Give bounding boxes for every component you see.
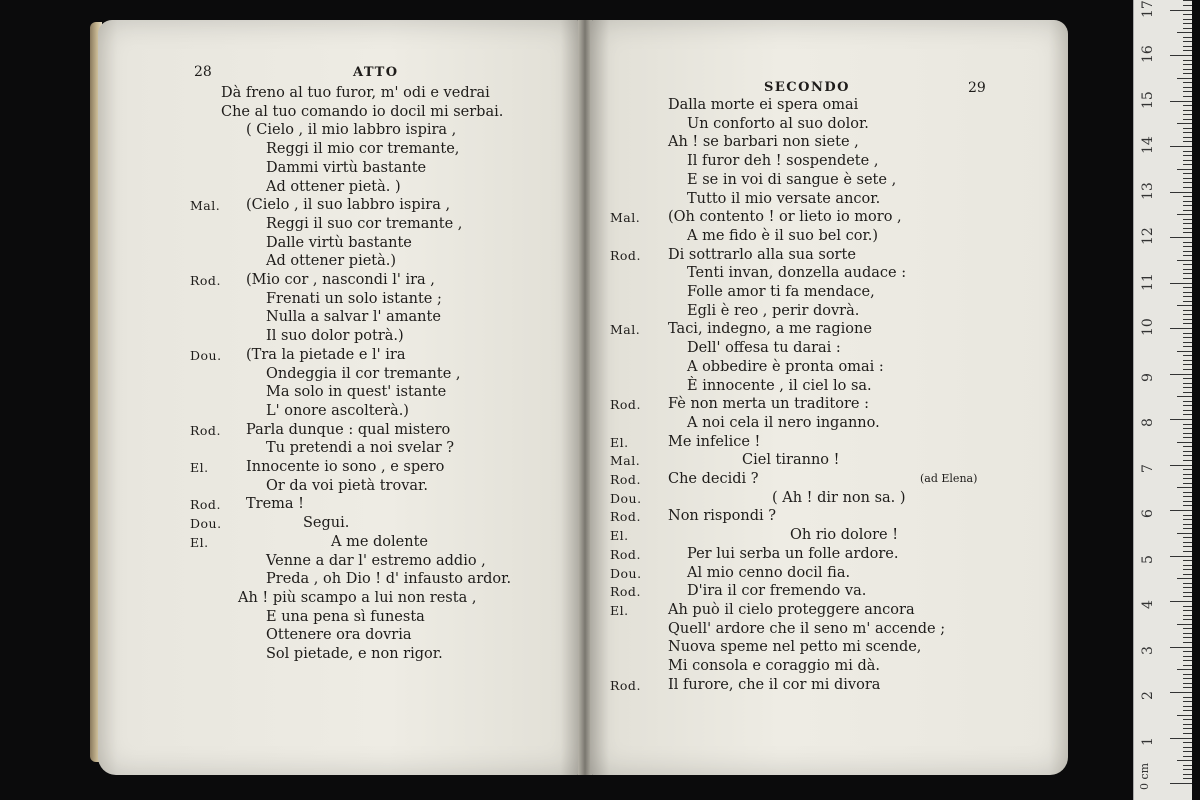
verse-line: Il furor deh ! sospendete , <box>687 153 879 170</box>
ruler-tick <box>1183 651 1192 652</box>
ruler-tick <box>1183 701 1192 702</box>
ruler-number: 16 <box>1140 45 1156 63</box>
ruler-tick <box>1170 55 1192 56</box>
speaker-label: Mal. <box>610 210 641 226</box>
speaker-label: Rod. <box>610 546 641 562</box>
ruler-number: 11 <box>1140 272 1156 291</box>
ruler-tick <box>1170 101 1192 102</box>
ruler-tick <box>1170 237 1192 238</box>
ruler-tick <box>1183 537 1192 538</box>
speaker-label: Rod. <box>610 509 641 525</box>
ruler-tick <box>1183 778 1192 779</box>
verse-line: Trema ! <box>246 496 305 513</box>
verse-line: Tutto il mio versate ancor. <box>687 190 881 207</box>
ruler-tick <box>1183 719 1192 720</box>
ruler-tick <box>1183 524 1192 525</box>
ruler-tick <box>1183 678 1192 679</box>
ruler-tick <box>1183 583 1192 584</box>
ruler-tick <box>1183 596 1192 597</box>
ruler-tick <box>1183 269 1192 270</box>
ruler-tick <box>1177 123 1192 124</box>
ruler-number: 7 <box>1140 463 1156 473</box>
ruler-tick <box>1183 132 1192 133</box>
verse-line: A me dolente <box>331 533 428 550</box>
ruler-number: 12 <box>1140 227 1156 245</box>
ruler-tick <box>1183 378 1192 379</box>
ruler-tick <box>1183 50 1192 51</box>
ruler-tick <box>1183 19 1192 20</box>
ruler-tick <box>1183 492 1192 493</box>
ruler-tick <box>1183 615 1192 616</box>
verse-line: Ma solo in quest' istante <box>266 384 447 401</box>
ruler-number: 1 <box>1140 736 1156 746</box>
verse-line: Mi consola e coraggio mi dà. <box>668 658 881 674</box>
ruler-tick <box>1183 319 1192 320</box>
verse-line: Dell' offesa tu darai : <box>687 340 841 357</box>
speaker-label: Dou. <box>610 565 642 581</box>
ruler-tick <box>1183 505 1192 506</box>
speaker-label: Rod. <box>610 397 641 413</box>
verse-line: (Cielo , il suo labbro ispira , <box>246 197 451 214</box>
ruler-tick <box>1183 542 1192 543</box>
ruler-tick <box>1183 728 1192 729</box>
speaker-label: Dou. <box>190 516 222 532</box>
verse-line: Me infelice ! <box>668 433 761 450</box>
speaker-label: El. <box>610 602 629 618</box>
ruler-tick <box>1183 182 1192 183</box>
ruler-tick <box>1183 637 1192 638</box>
ruler-tick <box>1183 401 1192 402</box>
ruler-tick <box>1183 287 1192 288</box>
ruler-tick <box>1183 433 1192 434</box>
page-number-left: 28 <box>194 64 212 80</box>
verse-line: Or da voi pietà trovar. <box>266 477 428 494</box>
verse-line: Che decidi ? <box>668 471 759 487</box>
ruler-tick <box>1170 738 1192 739</box>
ruler-tick <box>1183 141 1192 142</box>
verse-line: Tu pretendi a noi svelar ? <box>266 440 455 457</box>
ruler-tick <box>1183 96 1192 97</box>
ruler-tick <box>1183 0 1192 1</box>
verse-line: Taci, indegno, a me ragione <box>668 321 872 338</box>
ruler-tick <box>1183 91 1192 92</box>
ruler-tick <box>1183 296 1192 297</box>
speaker-label: Dou. <box>190 347 222 363</box>
ruler-number: 14 <box>1140 136 1156 154</box>
verse-line: (Mio cor , nascondi l' ira , <box>246 272 435 288</box>
page-number-right: 29 <box>968 80 986 96</box>
verse-line: Sol pietade, e non rigor. <box>266 646 443 662</box>
ruler-tick <box>1183 446 1192 447</box>
ruler-tick <box>1183 278 1192 279</box>
ruler-number: 4 <box>1140 600 1156 609</box>
ruler-tick <box>1183 346 1192 347</box>
ruler-tick <box>1183 610 1192 611</box>
verse-line: Un conforto al suo dolor. <box>687 115 869 132</box>
ruler-tick <box>1170 146 1192 147</box>
verse-line: A obbedire è pronta omai : <box>687 358 884 375</box>
ruler-tick <box>1183 383 1192 384</box>
ruler-tick <box>1177 78 1192 79</box>
speaker-label: Rod. <box>190 273 221 288</box>
ruler-tick <box>1183 765 1192 766</box>
ruler-tick <box>1183 251 1192 252</box>
ruler-tick <box>1183 392 1192 393</box>
ruler-tick <box>1183 546 1192 547</box>
ruler-tick <box>1183 574 1192 575</box>
ruler-tick <box>1183 674 1192 675</box>
verse-line: A noi cela il nero inganno. <box>687 414 880 431</box>
ruler-number: 13 <box>1140 181 1156 200</box>
verse-line: Oh rio dolore ! <box>790 527 899 544</box>
ruler-tick <box>1177 169 1192 170</box>
ruler-tick <box>1183 155 1192 156</box>
ruler-tick <box>1170 556 1192 557</box>
ruler-tick <box>1183 342 1192 343</box>
verse-line: D'ira il cor fremendo va. <box>687 583 867 600</box>
verse-line: Segui. <box>303 515 350 532</box>
ruler-tick <box>1183 337 1192 338</box>
speaker-label: Rod. <box>610 584 641 600</box>
ruler-tick <box>1183 246 1192 247</box>
open-book <box>90 12 1075 782</box>
verse-line: È innocente , il ciel lo sa. <box>687 377 872 394</box>
speaker-label: El. <box>610 434 629 450</box>
measuring-ruler <box>1133 0 1192 800</box>
ruler-tick <box>1183 82 1192 83</box>
ruler-tick <box>1170 783 1192 784</box>
ruler-tick <box>1183 292 1192 293</box>
verse-line: Venne a dar l' estremo addio , <box>266 552 486 569</box>
verse-line: Ad ottener pietà.) <box>266 253 397 270</box>
ruler-tick <box>1183 164 1192 165</box>
ruler-tick <box>1183 160 1192 161</box>
verse-line: Ad ottener pietà. ) <box>266 178 401 195</box>
ruler-tick <box>1183 301 1192 302</box>
verse-line: Dà freno al tuo furor, m' odi e vedrai <box>221 85 490 101</box>
ruler-tick <box>1183 151 1192 152</box>
ruler-tick <box>1183 387 1192 388</box>
verse-line: Tenti invan, donzella audace : <box>687 265 907 282</box>
ruler-tick <box>1183 128 1192 129</box>
speaker-label: Rod. <box>610 677 641 693</box>
ruler-tick <box>1183 501 1192 502</box>
verse-line: E una pena sì funesta <box>266 608 425 625</box>
ruler-tick <box>1177 442 1192 443</box>
ruler-number: 17 <box>1140 0 1156 18</box>
ruler-tick <box>1183 64 1192 65</box>
ruler-tick <box>1183 242 1192 243</box>
ruler-tick <box>1183 355 1192 356</box>
verse-line: Quell' ardore che il seno m' accende ; <box>668 620 946 637</box>
ruler-tick <box>1183 496 1192 497</box>
ruler-tick <box>1183 405 1192 406</box>
ruler-tick <box>1183 697 1192 698</box>
ruler-number: 2 <box>1140 691 1156 700</box>
running-header-right: SECONDO <box>764 80 850 95</box>
ruler-tick <box>1177 624 1192 625</box>
verse-line: E se in voi di sangue è sete , <box>687 171 897 188</box>
verse-line: Folle amor ti fa mendace, <box>687 284 875 300</box>
ruler-tick <box>1183 565 1192 566</box>
speaker-label: Dou. <box>610 490 642 506</box>
ruler-tick <box>1183 46 1192 47</box>
ruler-tick <box>1183 178 1192 179</box>
speaker-label: El. <box>190 460 209 475</box>
ruler-tick <box>1177 396 1192 397</box>
ruler-tick <box>1183 478 1192 479</box>
speaker-label: Rod. <box>190 422 221 438</box>
speaker-label: Rod. <box>610 472 641 487</box>
ruler-tick <box>1183 410 1192 411</box>
verse-line: (Oh contento ! or lieto io moro , <box>668 209 902 226</box>
verse-line: ( Ah ! dir non sa. ) <box>772 489 906 506</box>
verse-line: Ah ! più scampo a lui non resta , <box>238 589 477 606</box>
ruler-tick <box>1183 28 1192 29</box>
ruler-tick <box>1183 87 1192 88</box>
ruler-number: 8 <box>1140 418 1156 427</box>
verse-line: A me fido è il suo bel cor.) <box>687 227 879 244</box>
running-header-left: ATTO <box>353 65 399 80</box>
ruler-tick <box>1183 323 1192 324</box>
ruler-tick <box>1183 114 1192 115</box>
ruler-tick <box>1177 32 1192 33</box>
ruler-tick <box>1183 273 1192 274</box>
ruler-tick <box>1183 360 1192 361</box>
ruler-tick <box>1177 715 1192 716</box>
ruler-tick <box>1183 724 1192 725</box>
verse-line: Dammi virtù bastante <box>266 159 427 176</box>
speaker-label: Mal. <box>190 198 221 214</box>
ruler-tick <box>1183 451 1192 452</box>
verse-line: Il furore, che il cor mi divora <box>668 676 881 693</box>
ruler-tick <box>1183 369 1192 370</box>
stage-direction: (ad Elena) <box>920 472 978 485</box>
right-page <box>590 20 1068 775</box>
ruler-tick <box>1183 528 1192 529</box>
ruler-tick <box>1183 656 1192 657</box>
verse-line: Al mio cenno docil fia. <box>687 564 851 581</box>
ruler-tick <box>1183 23 1192 24</box>
ruler-tick <box>1183 687 1192 688</box>
ruler-tick <box>1183 455 1192 456</box>
ruler-tick <box>1183 633 1192 634</box>
ruler-tick <box>1183 219 1192 220</box>
ruler-tick <box>1183 592 1192 593</box>
ruler-tick <box>1170 374 1192 375</box>
ruler-tick <box>1183 110 1192 111</box>
ruler-tick <box>1183 424 1192 425</box>
ruler-tick <box>1183 742 1192 743</box>
ruler-tick <box>1183 551 1192 552</box>
ruler-tick <box>1183 460 1192 461</box>
ruler-tick <box>1183 60 1192 61</box>
verse-line: Ciel tiranno ! <box>742 452 840 469</box>
verse-line: Innocente io sono , e spero <box>246 459 445 475</box>
verse-line: (Tra la pietade e l' ira <box>246 346 406 363</box>
verse-line: L' onore ascolterà.) <box>266 402 409 419</box>
ruler-tick <box>1183 137 1192 138</box>
ruler-tick <box>1183 756 1192 757</box>
verse-line: Che al tuo comando io docil mi serbai. <box>221 103 504 120</box>
ruler-tick <box>1183 5 1192 6</box>
ruler-tick <box>1177 533 1192 534</box>
ruler-tick <box>1183 560 1192 561</box>
verse-line: Preda , oh Dio ! d' infausto ardor. <box>266 571 512 588</box>
ruler-tick <box>1170 328 1192 329</box>
verse-line: Fè non merta un traditore : <box>668 396 869 413</box>
ruler-tick <box>1183 333 1192 334</box>
ruler-tick <box>1183 232 1192 233</box>
ruler-tick <box>1183 469 1192 470</box>
speaker-label: El. <box>610 528 629 544</box>
ruler-tick <box>1183 437 1192 438</box>
ruler-tick <box>1183 264 1192 265</box>
ruler-tick <box>1183 683 1192 684</box>
speaker-label: Rod. <box>610 247 641 263</box>
ruler-tick <box>1183 710 1192 711</box>
speaker-label: Mal. <box>610 322 641 338</box>
ruler-number: 10 <box>1140 318 1156 336</box>
ruler-number: 3 <box>1140 645 1156 655</box>
ruler-tick <box>1183 747 1192 748</box>
ruler-tick <box>1183 69 1192 70</box>
ruler-tick <box>1177 305 1192 306</box>
ruler-tick <box>1183 228 1192 229</box>
ruler-tick <box>1183 201 1192 202</box>
ruler-tick <box>1170 601 1192 602</box>
ruler-tick <box>1183 223 1192 224</box>
verse-line: Per lui serba un folle ardore. <box>687 545 899 562</box>
ruler-tick <box>1170 10 1192 11</box>
ruler-tick <box>1183 665 1192 666</box>
ruler-number: 15 <box>1140 90 1156 109</box>
speaker-label: El. <box>190 534 209 550</box>
ruler-tick <box>1183 414 1192 415</box>
ruler-tick <box>1183 314 1192 315</box>
ruler-tick <box>1177 760 1192 761</box>
ruler-tick <box>1183 569 1192 570</box>
ruler-tick <box>1177 669 1192 670</box>
ruler-tick <box>1170 510 1192 511</box>
verse-line: Il suo dolor potrà.) <box>266 328 404 345</box>
verse-line: Ah può il cielo proteggere ancora <box>668 601 915 618</box>
ruler-tick <box>1183 210 1192 211</box>
ruler-tick <box>1183 515 1192 516</box>
ruler-unit-label: 0 cm <box>1138 762 1151 790</box>
verse-line: Parla dunque : qual mistero <box>246 421 451 438</box>
ruler-number: 5 <box>1140 554 1156 564</box>
ruler-tick <box>1183 587 1192 588</box>
ruler-tick <box>1183 606 1192 607</box>
ruler-tick <box>1183 428 1192 429</box>
ruler-tick <box>1177 578 1192 579</box>
verse-line: Reggi il mio cor tremante, <box>266 141 460 158</box>
verse-line: Ottenere ora dovria <box>266 627 412 644</box>
ruler-tick <box>1183 751 1192 752</box>
ruler-tick <box>1183 173 1192 174</box>
verse-line: Dalle virtù bastante <box>266 234 412 251</box>
ruler-tick <box>1183 255 1192 256</box>
verse-line: Nulla a salvar l' amante <box>266 309 441 326</box>
verse-line: Non rispondi ? <box>668 508 777 525</box>
ruler-tick <box>1183 628 1192 629</box>
verse-line: Di sottrarlo alla sua sorte <box>668 246 856 263</box>
ruler-tick <box>1183 474 1192 475</box>
ruler-tick <box>1183 706 1192 707</box>
verse-line: Nuova speme nel petto mi scende, <box>668 639 922 656</box>
ruler-tick <box>1183 642 1192 643</box>
ruler-tick <box>1177 260 1192 261</box>
ruler-tick <box>1183 774 1192 775</box>
verse-line: Dalla morte ei spera omai <box>668 97 859 113</box>
left-page <box>98 20 580 775</box>
ruler-number: 6 <box>1140 509 1156 518</box>
verse-line: ( Cielo , il mio labbro ispira , <box>246 122 457 139</box>
ruler-tick <box>1170 692 1192 693</box>
ruler-tick <box>1170 465 1192 466</box>
ruler-tick <box>1183 364 1192 365</box>
verse-line: Reggi il suo cor tremante , <box>266 215 463 232</box>
ruler-tick <box>1183 196 1192 197</box>
verse-line: Ondeggia il cor tremante , <box>266 365 461 382</box>
ruler-tick <box>1183 769 1192 770</box>
ruler-tick <box>1170 647 1192 648</box>
ruler-tick <box>1177 487 1192 488</box>
ruler-tick <box>1177 214 1192 215</box>
ruler-tick <box>1183 119 1192 120</box>
verse-line: Egli è reo , perir dovrà. <box>687 302 860 319</box>
speaker-label: Rod. <box>190 497 221 513</box>
ruler-tick <box>1170 283 1192 284</box>
ruler-tick <box>1183 483 1192 484</box>
ruler-tick <box>1183 733 1192 734</box>
ruler-tick <box>1183 187 1192 188</box>
ruler-tick <box>1183 41 1192 42</box>
ruler-tick <box>1170 192 1192 193</box>
ruler-tick <box>1183 73 1192 74</box>
ruler-tick <box>1170 419 1192 420</box>
ruler-tick <box>1183 519 1192 520</box>
ruler-tick <box>1183 310 1192 311</box>
speaker-label: Mal. <box>610 453 641 469</box>
ruler-tick <box>1183 619 1192 620</box>
ruler-tick <box>1177 351 1192 352</box>
ruler-number: 9 <box>1140 372 1156 382</box>
ruler-tick <box>1183 205 1192 206</box>
verse-line: Ah ! se barbari non siete , <box>668 134 859 151</box>
ruler-tick <box>1183 14 1192 15</box>
ruler-tick <box>1183 660 1192 661</box>
ruler-tick <box>1183 37 1192 38</box>
ruler-tick <box>1183 105 1192 106</box>
verse-line: Frenati un solo istante ; <box>266 290 442 307</box>
